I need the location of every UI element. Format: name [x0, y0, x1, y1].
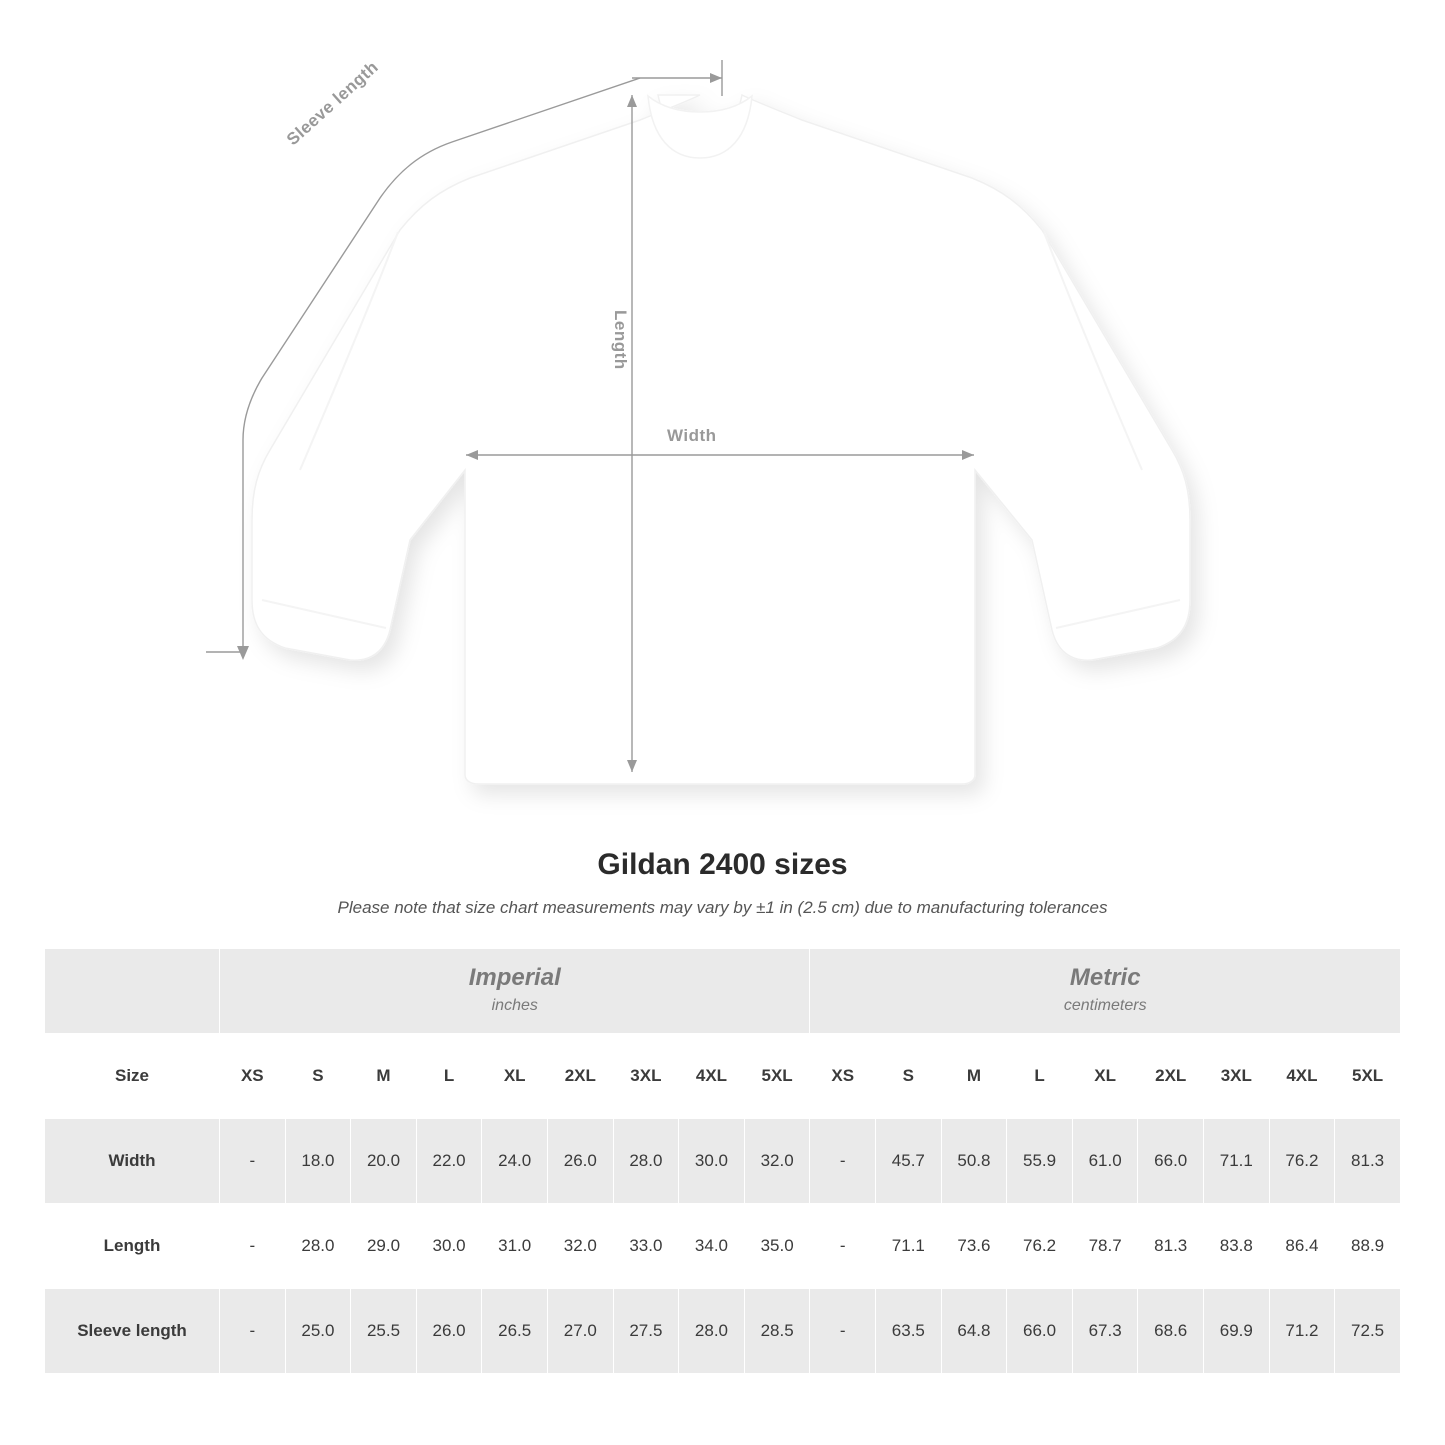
size-column-header: XL [1072, 1034, 1138, 1119]
measurement-cell: 64.8 [941, 1289, 1007, 1374]
measurement-cell: 27.5 [613, 1289, 679, 1374]
measurement-cell: 18.0 [285, 1119, 351, 1204]
measurement-cell: 32.0 [744, 1119, 810, 1204]
size-column-header: 5XL [744, 1034, 810, 1119]
measurement-cell: 68.6 [1138, 1289, 1204, 1374]
measurement-cell: 28.0 [613, 1119, 679, 1204]
measurement-cell: 28.5 [744, 1289, 810, 1374]
unit-header-spacer [45, 949, 220, 1034]
measurement-cell: 71.1 [876, 1204, 942, 1289]
metric-unit-sub: centimeters [1063, 997, 1147, 1015]
metric-unit-header [810, 949, 1401, 1034]
measurement-cell: - [220, 1204, 286, 1289]
measurement-cell: 24.0 [482, 1119, 548, 1204]
measurement-cell: - [810, 1119, 876, 1204]
size-column-header: 2XL [1138, 1034, 1204, 1119]
measurement-cell: 26.0 [547, 1119, 613, 1204]
measurement-cell: 83.8 [1204, 1204, 1270, 1289]
measurement-cell: 73.6 [941, 1204, 1007, 1289]
measurement-cell: 81.3 [1138, 1204, 1204, 1289]
size-column-header: S [285, 1034, 351, 1119]
measurement-cell: 26.5 [482, 1289, 548, 1374]
measurement-cell: 32.0 [547, 1204, 613, 1289]
size-column-header: 3XL [1204, 1034, 1270, 1119]
measurement-cell: 69.9 [1204, 1289, 1270, 1374]
measurement-cell: 31.0 [482, 1204, 548, 1289]
measurement-cell: 63.5 [876, 1289, 942, 1374]
measurement-cell: 76.2 [1007, 1204, 1073, 1289]
size-table-body [45, 1119, 1401, 1374]
size-column-header: XS [810, 1034, 876, 1119]
length-dimension-label: Length [611, 310, 630, 370]
measurement-cell: 28.0 [285, 1204, 351, 1289]
table-row [45, 1204, 1401, 1289]
measurement-cell: 25.5 [351, 1289, 417, 1374]
measurement-cell: - [810, 1204, 876, 1289]
measurement-cell: 20.0 [351, 1119, 417, 1204]
measurement-cell: - [220, 1289, 286, 1374]
measurement-cell: 45.7 [876, 1119, 942, 1204]
size-column-header: 4XL [1269, 1034, 1335, 1119]
measurement-cell: 66.0 [1007, 1289, 1073, 1374]
table-row [45, 1289, 1401, 1374]
measurement-cell: 78.7 [1072, 1204, 1138, 1289]
measurement-cell: 66.0 [1138, 1119, 1204, 1204]
measurement-cell: 26.0 [416, 1289, 482, 1374]
page-title: Gildan 2400 sizes [597, 848, 848, 881]
imperial-unit-name: Imperial [468, 964, 561, 992]
measurement-cell: 81.3 [1335, 1119, 1401, 1204]
size-column-header: S [876, 1034, 942, 1119]
measurement-cell: 25.0 [285, 1289, 351, 1374]
size-column-header: XS [220, 1034, 286, 1119]
title-block [0, 848, 1445, 918]
width-dimension-label: Width [667, 426, 717, 445]
size-column-header: 4XL [679, 1034, 745, 1119]
size-column-header: 2XL [547, 1034, 613, 1119]
sleeve-length-dimension-label: Sleeve length [283, 57, 382, 150]
size-column-header: M [351, 1034, 417, 1119]
measurement-cell: 28.0 [679, 1289, 745, 1374]
shirt-shape [252, 95, 1190, 784]
measurement-cell: 35.0 [744, 1204, 810, 1289]
size-header-label: Size [45, 1034, 220, 1119]
measurement-row-label: Length [45, 1204, 220, 1289]
measurement-cell: 71.1 [1204, 1119, 1270, 1204]
measurement-cell: 22.0 [416, 1119, 482, 1204]
imperial-unit-sub: inches [491, 997, 538, 1015]
measurement-cell: 71.2 [1269, 1289, 1335, 1374]
table-row [45, 1119, 1401, 1204]
size-column-header: L [1007, 1034, 1073, 1119]
measurement-cell: 72.5 [1335, 1289, 1401, 1374]
size-table [44, 948, 1401, 1374]
measurement-cell: 30.0 [679, 1119, 745, 1204]
measurement-cell: 67.3 [1072, 1289, 1138, 1374]
measurement-row-label: Width [45, 1119, 220, 1204]
measurement-cell: 86.4 [1269, 1204, 1335, 1289]
measurement-cell: 88.9 [1335, 1204, 1401, 1289]
imperial-unit-header [220, 949, 810, 1034]
size-column-header: M [941, 1034, 1007, 1119]
measurement-cell: 76.2 [1269, 1119, 1335, 1204]
measurement-cell: 30.0 [416, 1204, 482, 1289]
measurement-row-label: Sleeve length [45, 1289, 220, 1374]
tolerance-note: Please note that size chart measurements may vary by ±1 in (2.5 cm) due to manufacturing tolerances [337, 898, 1108, 917]
measurement-cell: - [810, 1289, 876, 1374]
measurement-cell: 50.8 [941, 1119, 1007, 1204]
measurement-cell: - [220, 1119, 286, 1204]
measurement-cell: 33.0 [613, 1204, 679, 1289]
size-table-wrap [44, 948, 1401, 1374]
measurement-cell: 29.0 [351, 1204, 417, 1289]
measurement-cell: 61.0 [1072, 1119, 1138, 1204]
size-column-header: 3XL [613, 1034, 679, 1119]
size-column-header: 5XL [1335, 1034, 1401, 1119]
size-column-header: L [416, 1034, 482, 1119]
size-header-row [45, 1034, 1401, 1119]
unit-header-row [45, 949, 1401, 1034]
measurement-cell: 27.0 [547, 1289, 613, 1374]
measurement-cell: 34.0 [679, 1204, 745, 1289]
metric-unit-name: Metric [1069, 964, 1141, 992]
size-column-header: XL [482, 1034, 548, 1119]
measurement-cell: 55.9 [1007, 1119, 1073, 1204]
